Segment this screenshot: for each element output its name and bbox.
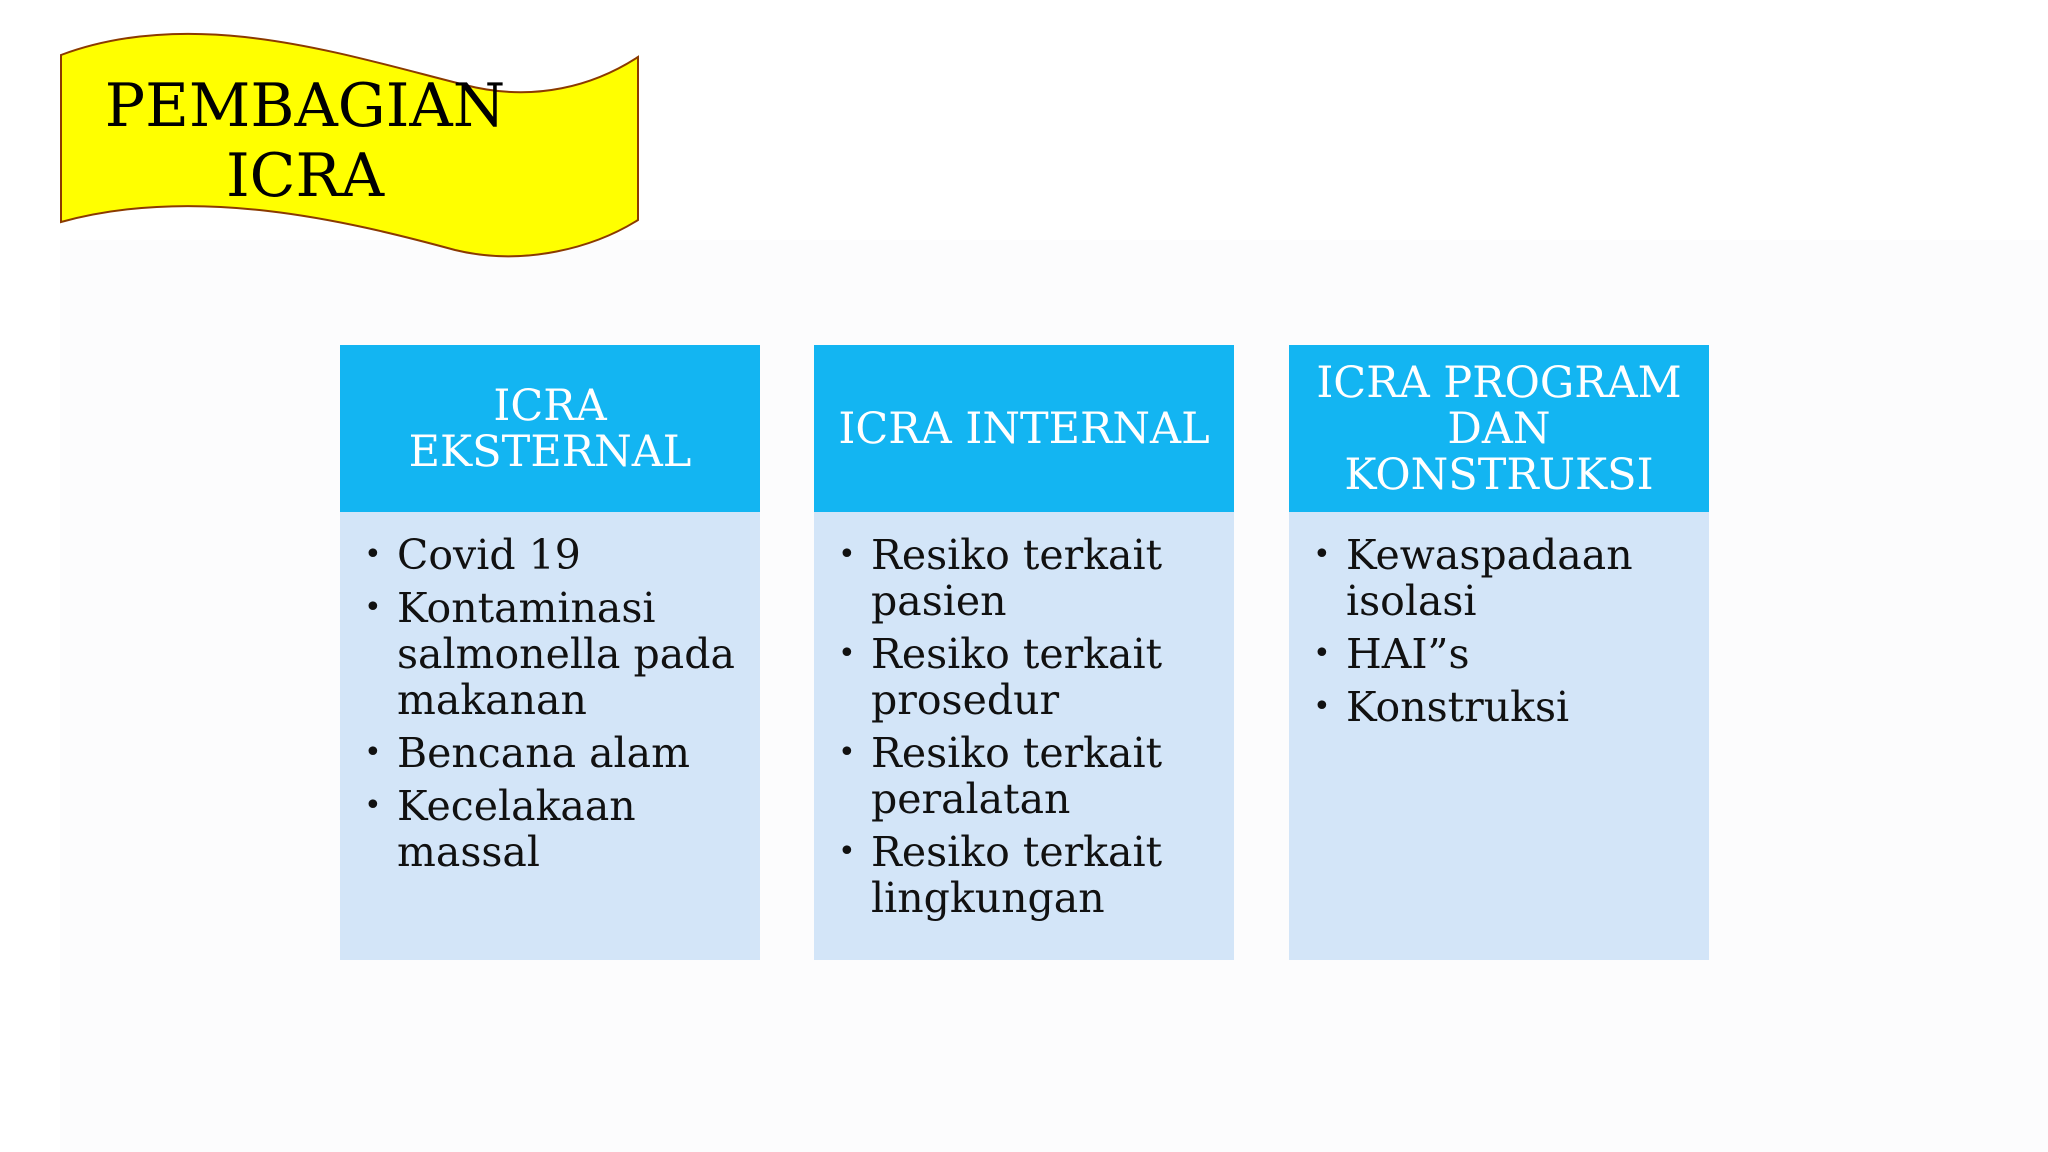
list-item: • Resiko terkait pasien (838, 531, 1163, 625)
column-internal (814, 345, 1234, 960)
bullet-icon: • (1313, 689, 1331, 724)
column-eksternal (340, 345, 760, 960)
list-item: • Resiko terkait lingkungan (838, 828, 1163, 922)
list-item: • Resiko terkait peralatan (838, 729, 1163, 823)
page-title: PEMBAGIAN ICRA (104, 71, 506, 211)
item-list (814, 512, 1234, 921)
bullet-icon: • (838, 735, 856, 770)
item-list (1289, 512, 1709, 730)
column-program-konstruksi (1289, 345, 1709, 960)
list-item: • Kecelakaan massal (364, 782, 636, 876)
list-item: • Resiko terkait prosedur (838, 630, 1163, 724)
title-banner (55, 25, 645, 260)
bullet-icon: • (364, 590, 382, 625)
bullet-icon: • (1313, 636, 1331, 671)
list-item: • HAI”s (1313, 630, 1470, 678)
bullet-icon: • (1313, 537, 1331, 572)
bullet-icon: • (364, 735, 382, 770)
list-item: • Kewaspadaan isolasi (1313, 531, 1633, 625)
column-header: ICRA EKSTERNAL (340, 345, 760, 512)
list-item: • Kontaminasi salmonella pada makanan (364, 584, 735, 724)
column-header: ICRA PROGRAM DAN KONSTRUKSI (1289, 345, 1709, 512)
column-header: ICRA INTERNAL (814, 345, 1234, 512)
bullet-icon: • (364, 537, 382, 572)
list-item: • Konstruksi (1313, 683, 1570, 731)
bullet-icon: • (838, 636, 856, 671)
bullet-icon: • (364, 788, 382, 823)
bullet-icon: • (838, 834, 856, 869)
list-item: • Bencana alam (364, 729, 690, 777)
item-list (340, 512, 760, 875)
bullet-icon: • (838, 537, 856, 572)
list-item: • Covid 19 (364, 531, 581, 579)
